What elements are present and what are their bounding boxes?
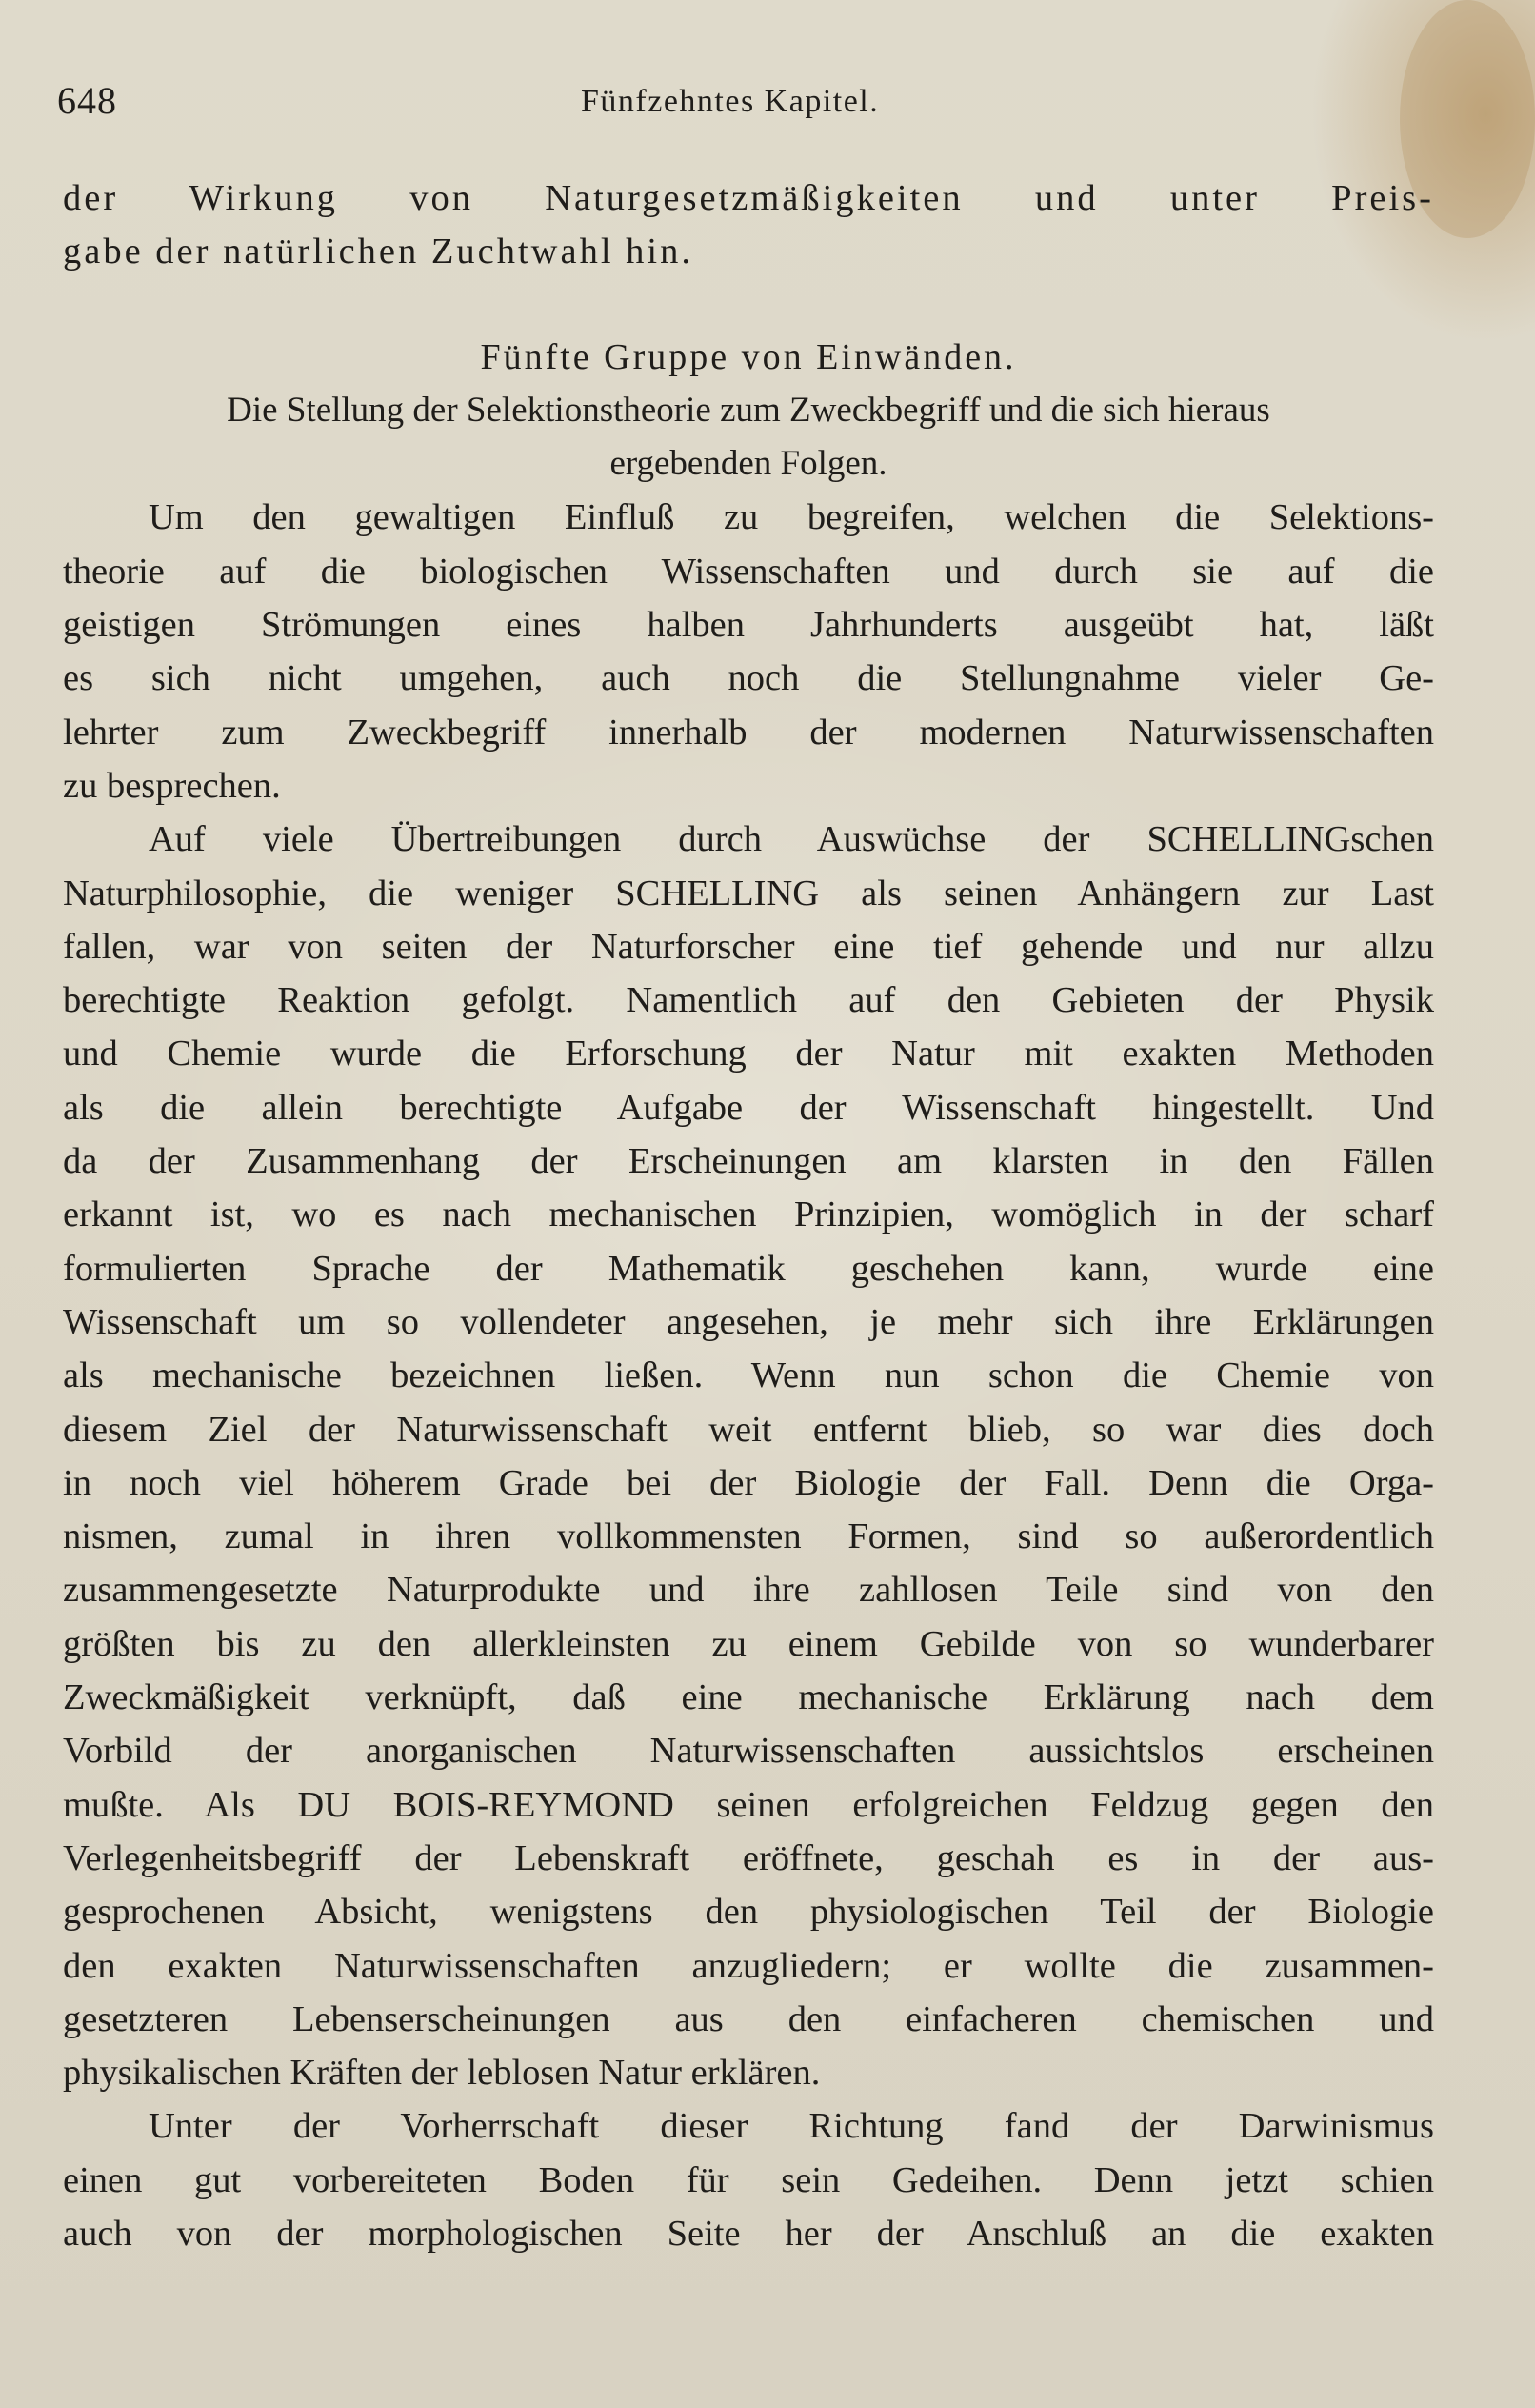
text-line: größten bis zu den allerkleinsten zu einem Gebilde von so wunderbarer [63, 1623, 1434, 1664]
text-line: Verlegenheitsbegriff der Lebenskraft eröffnete, geschah es in der aus- [63, 1837, 1434, 1878]
running-head: Fünfzehntes Kapitel. [581, 84, 880, 119]
text-line: berechtigte Reaktion gefolgt. Namentlich auf den Gebieten der Physik [63, 980, 1434, 1021]
text-line: Auf viele Übertreibungen durch Auswüchse der SCHELLINGschen [149, 819, 1434, 860]
text-line: geistigen Strömungen eines halben Jahrhunderts ausgeübt hat, läßt [63, 605, 1434, 646]
text-line: auch von der morphologischen Seite her der Anschluß an die exakten [63, 2213, 1434, 2254]
text-line: als die allein berechtigte Aufgabe der Wissenschaft hingestellt. Und [63, 1087, 1434, 1128]
text-line: gesetzteren Lebenserscheinungen aus den einfacheren chemischen und [63, 1998, 1434, 2039]
text-line: da der Zusammenhang der Erscheinungen am klarsten in den Fällen [63, 1141, 1434, 1182]
text-line: erkannt ist, wo es nach mechanischen Prinzipien, womöglich in der scharf [63, 1194, 1434, 1235]
text-line: mußte. Als DU BOIS-REYMOND seinen erfolgreichen Feldzug gegen den [63, 1784, 1434, 1825]
text-line: Zweckmäßigkeit verknüpft, daß eine mechanische Erklärung nach dem [63, 1677, 1434, 1718]
section-title: Fünfte Gruppe von Einwänden. [480, 336, 1017, 377]
text-line: der Wirkung von Naturgesetzmäßigkeiten und unter Preis- [63, 178, 1434, 218]
text-line: zusammengesetzte Naturprodukte und ihre zahllosen Teile sind von den [63, 1570, 1434, 1611]
text-line: gesprochenen Absicht, wenigstens den physiologischen Teil der Biologie [63, 1892, 1434, 1933]
text-line: Vorbild der anorganischen Naturwissenschaften aussichtslos erscheinen [63, 1731, 1434, 1772]
text-line: Wissenschaft um so vollendeter angesehen, je mehr sich ihre Erklärungen [63, 1301, 1434, 1342]
section-subtitle-line: ergebenden Folgen. [609, 444, 887, 484]
text-line: formulierten Sprache der Mathematik geschehen kann, wurde eine [63, 1248, 1434, 1289]
text-line: Unter der Vorherrschaft dieser Richtung fand der Darwinismus [149, 2106, 1434, 2147]
text-line: Um den gewaltigen Einfluß zu begreifen, welchen die Selektions- [149, 497, 1434, 538]
text-line: lehrter zum Zweckbegriff innerhalb der modernen Naturwissenschaften [63, 712, 1434, 752]
section-subtitle-line: Die Stellung der Selektionstheorie zum Zweckbegriff und die sich hieraus [227, 390, 1270, 430]
text-line: und Chemie wurde die Erforschung der Natur mit exakten Methoden [63, 1033, 1434, 1074]
page-number: 648 [57, 79, 117, 122]
spacer [63, 279, 1434, 331]
text-line: als mechanische bezeichnen ließen. Wenn nun schon die Chemie von [63, 1355, 1434, 1396]
text-line: es sich nicht umgehen, auch noch die Stellungnahme vieler Ge- [63, 658, 1434, 699]
text-line: fallen, war von seiten der Naturforscher eine tief gehende und nur allzu [63, 926, 1434, 967]
page-body [63, 171, 1434, 2260]
text-line: physikalischen Kräften der leblosen Natur erklären. [63, 2053, 821, 2094]
text-line: diesem Ziel der Naturwissenschaft weit entfernt blieb, so war dies doch [63, 1409, 1434, 1450]
text-line: den exakten Naturwissenschaften anzugliedern; er wollte die zusammen- [63, 1945, 1434, 1986]
text-line: gabe der natürlichen Zuchtwahl hin. [63, 231, 693, 272]
text-line: in noch viel höherem Grade bei der Biologie der Fall. Denn die Orga- [63, 1462, 1434, 1503]
text-line: Naturphilosophie, die weniger SCHELLING als seinen Anhängern zur Last [63, 873, 1434, 913]
text-line: theorie auf die biologischen Wissenschaften und durch sie auf die [63, 551, 1434, 592]
page-header [57, 78, 1438, 131]
text-line: nismen, zumal in ihren vollkommensten Formen, sind so außerordentlich [63, 1516, 1434, 1557]
text-line: einen gut vorbereiteten Boden für sein Gedeihen. Denn jetzt schien [63, 2159, 1434, 2200]
text-line: zu besprechen. [63, 765, 281, 806]
